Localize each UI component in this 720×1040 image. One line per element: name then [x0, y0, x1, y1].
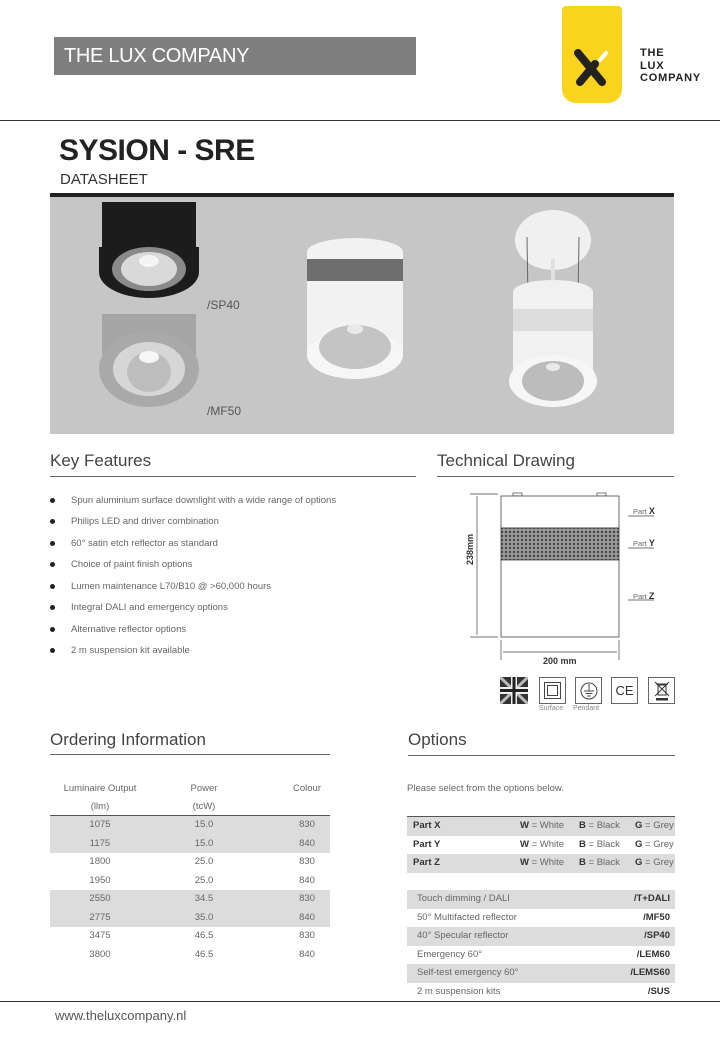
divider — [50, 754, 330, 755]
bullet-icon — [50, 627, 55, 632]
option-code-wrap — [648, 986, 670, 997]
option-code: /MF50 — [643, 911, 670, 923]
white-option — [520, 820, 564, 831]
part-name — [413, 839, 440, 850]
power-cell: 34.5 — [194, 893, 214, 904]
option-code: /SP40 — [644, 930, 670, 941]
key-features-title: Key Features — [50, 451, 152, 470]
grey-option — [635, 857, 674, 868]
colour-cell: 840 — [299, 948, 315, 960]
option-label: Emergency 60° — [417, 948, 483, 960]
white-text: = White — [531, 857, 565, 868]
table-row — [50, 946, 330, 965]
table-row — [50, 890, 330, 909]
power-cell: 15.0 — [194, 819, 214, 830]
bullet-icon — [50, 605, 55, 610]
feature-text: Choice of paint finish options — [71, 559, 193, 570]
column-header-colour: Colour — [293, 783, 321, 794]
part-name-text: Part Y — [413, 838, 441, 850]
divider — [408, 755, 675, 756]
output-cell: 1800 — [89, 856, 111, 867]
black-text: = Black — [588, 857, 620, 868]
extra-option-row — [407, 983, 675, 1002]
part-name-text: Part Z — [413, 857, 440, 868]
divider — [437, 476, 674, 477]
part-name — [413, 820, 440, 831]
mf50-label: /MF50 — [207, 404, 242, 418]
grey-option — [635, 820, 674, 831]
part-option-row — [407, 817, 675, 836]
output-cell: 3475 — [89, 930, 111, 941]
part-name-text: Part X — [413, 820, 441, 831]
logo-badge — [562, 6, 622, 103]
options-title: Options — [408, 730, 467, 749]
option-code-wrap — [643, 912, 670, 923]
option-code-wrap — [637, 949, 670, 960]
pendant-label: Pendant — [573, 705, 600, 712]
extra-option-row — [407, 964, 675, 983]
part-prefix: Part — [633, 592, 647, 601]
colour-cell: 840 — [299, 874, 315, 886]
bullet-icon — [50, 648, 55, 653]
white-code: W — [520, 838, 529, 850]
part-y-label — [633, 538, 655, 548]
table-row — [50, 816, 330, 835]
grey-code: G — [635, 838, 643, 850]
white-text: = White — [531, 820, 565, 831]
uk-flag-icon — [500, 677, 528, 704]
part-letter: X — [648, 506, 655, 516]
colour-cell: 830 — [299, 893, 315, 904]
table-row — [50, 872, 330, 891]
width-label: 200 mm — [543, 656, 577, 666]
white-option — [520, 839, 564, 850]
product-photos — [50, 197, 674, 434]
black-code: B — [579, 857, 586, 868]
option-label: 40° Specular reflector — [417, 930, 509, 941]
white-code: W — [520, 857, 529, 868]
power-cell: 25.0 — [194, 874, 214, 886]
technical-drawing-title: Technical Drawing — [437, 451, 575, 470]
part-letter: Z — [648, 591, 655, 601]
white-code: W — [520, 820, 529, 831]
white-text: = White — [531, 838, 565, 850]
feature-item — [50, 538, 218, 549]
feature-text: Alternative reflector options — [71, 624, 187, 635]
part-x-label — [633, 506, 655, 516]
colour-cell: 830 — [299, 856, 315, 867]
power-cell: 25.0 — [194, 856, 214, 867]
ordering-information-title: Ordering Information — [50, 730, 206, 749]
black-text: = Black — [588, 820, 620, 831]
feature-text: Lumen maintenance L70/B10 @ >60,000 hours — [71, 581, 272, 592]
black-downlight-image — [99, 202, 199, 298]
ce-mark-icon — [611, 677, 638, 704]
footer-url[interactable]: www.theluxcompany.nl — [55, 1008, 187, 1023]
power-cell: 46.5 — [194, 948, 214, 960]
feature-item — [50, 624, 186, 635]
black-option — [579, 857, 620, 868]
grey-text: = Grey — [645, 820, 674, 831]
output-cell: 1075 — [89, 819, 111, 830]
power-cell: 35.0 — [194, 911, 214, 923]
class-ii-surface-icon — [539, 677, 566, 704]
output-cell: 2550 — [89, 893, 111, 904]
divider — [0, 120, 720, 121]
bullet-icon — [50, 562, 55, 567]
extra-option-row — [407, 927, 675, 946]
part-option-row — [407, 836, 675, 855]
feature-item — [50, 602, 228, 613]
feature-text: Integral DALI and emergency options — [71, 602, 228, 613]
output-cell: 3800 — [89, 948, 111, 960]
output-cell: 1175 — [89, 837, 111, 849]
weee-bin-icon — [648, 677, 675, 704]
black-text: = Black — [588, 838, 620, 850]
column-header-power: Power — [190, 783, 218, 794]
logo-line: THE — [640, 47, 665, 59]
white-option — [520, 857, 564, 868]
bullet-icon — [50, 584, 55, 589]
option-code: /SUS — [647, 985, 670, 997]
black-code: B — [579, 838, 586, 850]
grey-downlight-image — [99, 314, 199, 407]
unit-power: (tcW) — [192, 801, 216, 812]
option-label: Self-test emergency 60° — [417, 967, 519, 978]
height-label: 238mm — [465, 533, 475, 565]
feature-item — [50, 495, 336, 506]
part-letter: Y — [648, 538, 655, 548]
sp40-label: /SP40 — [207, 298, 240, 312]
grey-text: = Grey — [645, 857, 674, 868]
grey-code: G — [635, 857, 643, 868]
feature-text: 2 m suspension kit available — [71, 645, 190, 656]
grey-text: = Grey — [645, 838, 674, 850]
feature-text: 60° satin etch reflector as standard — [71, 538, 218, 549]
logo-text — [640, 47, 701, 85]
extra-option-row — [407, 909, 675, 928]
option-label: 50° Multifacted reflector — [417, 911, 517, 923]
power-cell: 46.5 — [194, 930, 214, 941]
part-z-shape — [501, 560, 619, 637]
page-title: SYSION - SRE — [59, 134, 255, 167]
feature-item — [50, 645, 190, 656]
colour-cell: 830 — [299, 819, 315, 830]
logo-line: LUX — [640, 59, 665, 72]
bullet-icon — [50, 541, 55, 546]
feature-item — [50, 581, 271, 592]
table-row — [50, 927, 330, 946]
ce-text: CE — [615, 683, 634, 698]
option-code-wrap — [644, 930, 670, 941]
options-intro: Please select from the options below. — [407, 783, 564, 794]
feature-item — [50, 516, 219, 527]
option-code: /LEM60 — [636, 948, 670, 960]
black-option — [579, 839, 620, 850]
white-surface-downlight-image — [307, 238, 403, 379]
colour-cell: 840 — [299, 837, 315, 849]
brand-bar: THE LUX COMPANY — [54, 37, 416, 75]
option-label: 2 m suspension kits — [417, 985, 501, 997]
feature-item — [50, 559, 192, 570]
output-cell: 1950 — [89, 874, 111, 886]
extra-option-row — [407, 890, 675, 909]
table-row — [50, 853, 330, 872]
bullet-icon — [50, 519, 55, 524]
x-logo-icon — [562, 6, 622, 103]
option-code: /LEMS60 — [630, 967, 670, 978]
part-option-row — [407, 854, 675, 873]
part-z-label — [633, 591, 654, 601]
extra-option-row — [407, 946, 675, 965]
earth-pendant-icon — [575, 677, 602, 704]
part-y-shape — [501, 528, 619, 560]
output-cell: 2775 — [89, 911, 111, 923]
surface-label: Surface — [539, 705, 564, 712]
option-label: Touch dimming / DALI — [417, 893, 510, 904]
power-cell: 15.0 — [194, 837, 214, 849]
table-row — [50, 835, 330, 854]
part-name — [413, 857, 440, 868]
unit-output: (llm) — [90, 801, 110, 812]
part-prefix: Part — [633, 507, 647, 516]
product-photo-panel — [50, 197, 674, 434]
column-header-output: Luminaire Output — [63, 783, 137, 794]
bullet-icon — [50, 498, 55, 503]
page-subtitle: DATASHEET — [60, 171, 148, 188]
grey-option — [635, 839, 674, 850]
feature-text: Spun aluminium surface downlight with a wide range of options — [71, 495, 337, 506]
pendant-downlight-image — [509, 210, 597, 407]
table-row — [50, 909, 330, 928]
feature-text: Philips LED and driver combination — [71, 516, 219, 527]
part-x-shape — [501, 496, 619, 528]
logo-line: COMPANY — [640, 72, 702, 84]
divider — [50, 476, 416, 477]
option-code-wrap — [634, 893, 670, 904]
colour-cell: 830 — [299, 930, 315, 941]
black-option — [579, 820, 620, 831]
technical-drawing — [460, 490, 680, 670]
grey-code: G — [635, 820, 643, 831]
black-code: B — [579, 820, 586, 831]
part-prefix: Part — [633, 539, 647, 548]
option-code: /T+DALI — [633, 893, 670, 904]
divider — [0, 1001, 720, 1002]
colour-cell: 840 — [299, 911, 315, 923]
option-code-wrap — [630, 967, 670, 978]
